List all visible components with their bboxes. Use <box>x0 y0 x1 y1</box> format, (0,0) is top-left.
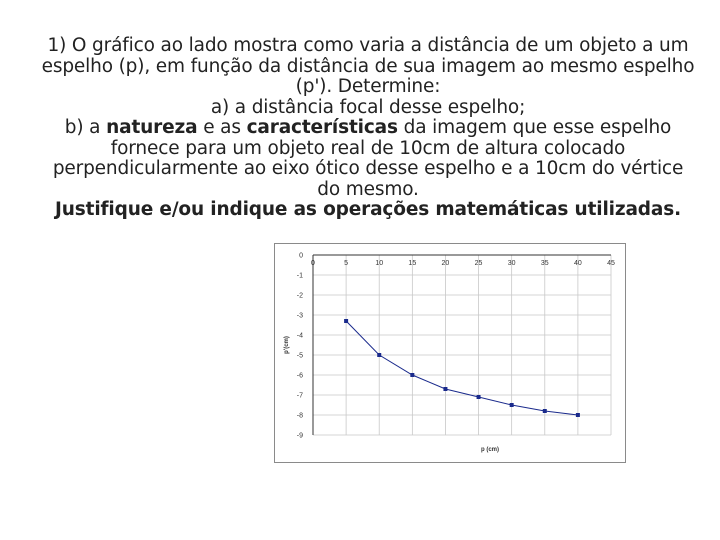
y-tick-label-7: -7 <box>296 392 303 400</box>
x-tick-label-6: 30 <box>507 260 516 267</box>
data-point-0-1 <box>377 353 381 357</box>
question-text <box>40 36 696 221</box>
x-tick-label-0: 0 <box>311 260 315 267</box>
part-b-natureza: natureza <box>106 117 198 138</box>
data-point-0-6 <box>543 409 547 413</box>
y-tick-label-1: -1 <box>296 272 303 280</box>
y-tick-label-9: -9 <box>296 432 303 440</box>
x-tick-label-3: 15 <box>408 260 417 267</box>
x-tick-label-8: 40 <box>573 260 582 267</box>
data-point-0-3 <box>443 387 447 391</box>
y-tick-label-4: -4 <box>296 332 303 340</box>
x-tick-label-2: 10 <box>375 260 384 267</box>
x-tick-label-7: 35 <box>540 260 549 267</box>
question-part-a: a) a distância focal desse espelho; <box>210 96 526 118</box>
x-tick-label-4: 20 <box>441 260 450 267</box>
data-point-0-7 <box>576 413 580 417</box>
y-axis-title: p'(cm) <box>284 336 290 354</box>
y-tick-label-2: -2 <box>296 292 303 300</box>
part-b-text-3: da imagem que esse espelho fornece para um objeto real de 10cm de altura colocado perpendicularmente ao eixo ótico desse espelho e a 10cm do vértice do mesmo. <box>52 117 684 200</box>
x-axis-title: p (cm) <box>481 447 499 453</box>
part-b-text-2: e as <box>203 117 241 138</box>
chart-frame <box>274 243 626 463</box>
y-tick-label-0: 0 <box>299 252 303 260</box>
x-tick-label-9: 45 <box>607 260 615 267</box>
x-tick-label-1: 5 <box>344 260 349 267</box>
data-point-0-0 <box>344 319 348 323</box>
data-point-0-4 <box>477 395 481 399</box>
data-point-0-5 <box>510 403 514 407</box>
y-tick-label-3: -3 <box>296 312 303 320</box>
y-tick-label-6: -6 <box>296 372 303 380</box>
y-tick-label-8: -8 <box>296 412 303 420</box>
question-part-b <box>40 118 696 200</box>
line-chart <box>275 244 625 462</box>
part-b-text-1: b) a <box>64 117 101 138</box>
x-tick-label-5: 25 <box>474 260 483 267</box>
question-justify <box>40 200 696 221</box>
justify-text: Justifique e/ou indique as operações matemáticas utilizadas. <box>55 199 681 220</box>
part-b-caracteristicas: características <box>246 117 398 138</box>
data-point-0-2 <box>410 373 414 377</box>
y-tick-label-5: -5 <box>296 352 303 360</box>
question-intro: 1) O gráfico ao lado mostra como varia a distância de um objeto a um espelho (p), em função da distância de sua imagem ao mesmo espelho (p'). Determine: <box>41 35 695 97</box>
